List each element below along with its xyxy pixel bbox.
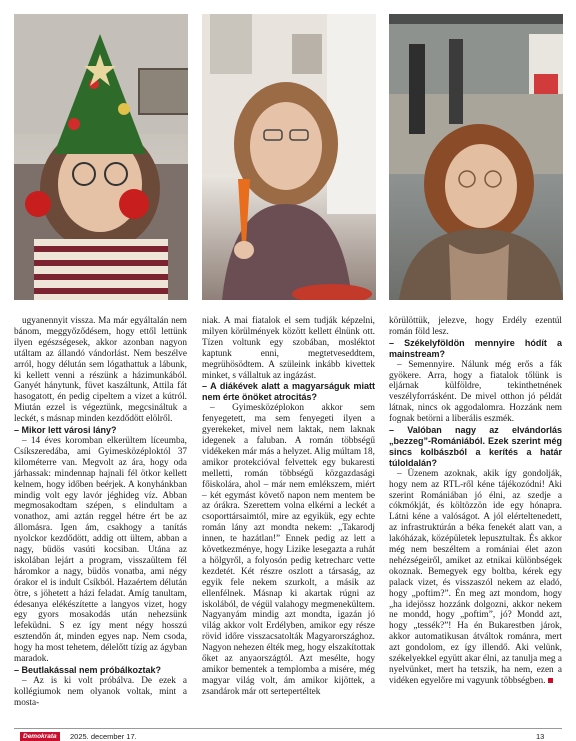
photo-carrot-image	[202, 14, 376, 300]
body-paragraph: ugyanennyit vissza. Ma már egyáltalán nem bánom, meggyőződésem, hogy ettől lettünk ilyen egészségesek, akkor azonban nagyon utáltam az állandó vándorlást. Nem beszélve arról, hogy délután sem lógathattuk a lábunk, ki kellett venni a részünk a házimunkából. Ganyét hánytunk, füvet kaszáltunk, Attila fát hasogatott, én pedig cipeltem a vizet a kútról. Miután ezzel is végeztünk, megcsináltuk a leckét, s másnap minden kezdődött elölről.	[14, 316, 187, 425]
issue-date: 2025. december 17.	[70, 732, 137, 741]
end-of-article-mark	[548, 678, 553, 683]
body-paragraph-continued: niak. A mai fiatalok el sem tudják képzelni, milyen körülmények között kellett élnünk ott. Tízen voltunk egy szobában, mosléktot kaptunk enni, megtetveseddtem, megrühösödtem. A szüleink inkább kivettek minket, s vállaltuk az ingázást.	[202, 316, 375, 381]
body-paragraph: – Gyimesközéplokon akkor sem fenyegetett, ma sem fenyegeti ilyen a gyerekeket, mivel nem laktak, nem laknak idegenek a faluban. A román többségű vidékeken már más a helyzet. Alig múltam 18, amikor protekcióval felvettek egy bukaresti melletti, román többségű közgazdasági főiskolára, ahol – már nem emlékszem, miért – két egymást követő napon nem mentem be az órákra. Szerettem volna elkérni a leckét a csoporttársaimtól, mire az egyikük, egy echte román lány azt mondta nekem: „Takarodj innen, te hazátlan!” Ennek pedig az lett a következménye, hogy Lizike lesegazta a ruhát a hölgyről, a folyosón pedig ketrecharc vette kezdetét. Két részre oszlott a társaság, az egyik fele nekem szurkolt, a másik az ellenfélnek. Másnap ki akartak rúgni az iskolából, de végül valahogy megmenekültem. Nagyanyám mindig azt mondta, igazán jó világ akkor volt Erdélyben, amikor egy része rövid időre visszacsatolták Magyarországhoz. Nagyon nehezen élték meg, hogy elszakítottak őket az anyaországtól. Azt mesélte, hogy amikor bementek a templomba a misére, még magyar világ volt, ám amikor kijöttek, a zsandárok már ott sertepertéltek	[202, 403, 375, 697]
photo-mall-image	[389, 14, 563, 300]
body-paragraph-continued: körülöttük, jelezve, hogy Erdély ezentúl román föld lesz.	[389, 316, 562, 337]
photo-christmas-hat-image	[14, 14, 188, 300]
text-column-3	[389, 316, 562, 687]
text-column-2	[202, 316, 375, 698]
interview-question: – Székelyföldön mennyire hódít a mainstream?	[389, 337, 562, 359]
interview-question: – Valóban nagy az elvándorlás „bezzeg”-Romániából. Ezek szerint még sincs kolbászból a kerítés a határ túloldalán?	[389, 425, 562, 468]
interview-question: – A diákévek alatt a magyarságuk miatt nem érte önöket atrocitás?	[202, 381, 375, 403]
interview-question: – Beutlakással nem próbálkoztak?	[14, 665, 162, 675]
body-paragraph: – Az is ki volt próbálva. De ezek a kollégiumok nem olyanok voltak, mint a mosta-	[14, 675, 187, 708]
footer-rule	[14, 728, 562, 729]
page-number: 13	[536, 732, 545, 741]
body-paragraph: – Üzenem azoknak, akik így gondolják, hogy nem az RTL-ről kéne tájékozódni! Aki szerint Romániában jó élni, az szedje a cókmókját, és költözzön ide egy hónapra. Látni kéne a valóságot. A jól elérteltenedett, az infrastruktúrán a béka fenekét alatt van, a lakóházak, középületek lepusztultak. És akkor még nem beszéltem a romániai élet azon nehézségeiről, amiket az etnikai különbségek okoznak. Bemegyek egy boltba, kérek egy palack vizet, és visszaszól nekem az eladó, hogy „poftim?”. Én meg azt mondom, hogy „ha idejössz hozzánk dolgozni, akkor nekem ne mondd, hogy „poftim”, jó? Mondd azt, hogy „tessék?”! Ha én Bukarestben járok, akkor automatikusan átváltok románra, mert azt gondolom, ez így illendő. Aki velünk, székelyekkel együtt akar élni, az tanulja meg a nyelvünket, mert ha tetszik, ha nem, ezen a vidéken egyelőre mi vagyunk többségben.	[389, 468, 562, 686]
body-paragraph: – 14 éves koromban elkerültem líceumba, Csíkszeredába, ami Gyimesközéploktól 37 kilométerre van. Megvolt az ára, hogy oda járhassak: mindennap hajnali fél ötkor kellett kelnem, hogy időben beérjek. A konyhánkban mindig volt egy lavór jéghideg víz. Abban megmosakodtam szépen, s elindultam a vonathoz, ami aztán reggel hétre ért be az állomásra. Igen ám, csakhogy a tanítás nyolckor kezdődött, addig ott ültem, abban a nagy, büdös vasúti kocsiban. Utána az iskolában lejárt a program, visszaültem fél háromkor a nagy, büdös vonatba, ami négy órakor el is indult Csíkból. Hazaértem délután ötre, s jöhetett a házi feladat. Amíg tanultam, édesanya elékészítette a langyos vizet, hogy egy gyors mosakodás után nehezsünk lefeküdni. S ez így ment négy hosszú esztendőn át, minden egyes nap. Nem csoda, hogy ha most tehetem, délelőtt tízig az ágyban maradok.	[14, 435, 187, 665]
photo-christmas-hat	[14, 14, 188, 300]
body-paragraph: – Semennyire. Nálunk még erős a fák gyökere. Arra, hogy a fiatalok tőlünk is eljárnak külföldre, tekinthetnének veszélyforrásként. De mivel otthon jó példát látnak, nincs ok aggodalomra. Hozzánk nem fognak betörni a liberális eszmék.	[389, 359, 562, 425]
photo-mall	[389, 14, 563, 300]
text-column-1	[14, 316, 187, 709]
interview-question: – Mikor lett városi lány?	[14, 425, 117, 436]
photo-carrot	[202, 14, 376, 300]
publication-logo: Demokrata	[20, 732, 60, 741]
